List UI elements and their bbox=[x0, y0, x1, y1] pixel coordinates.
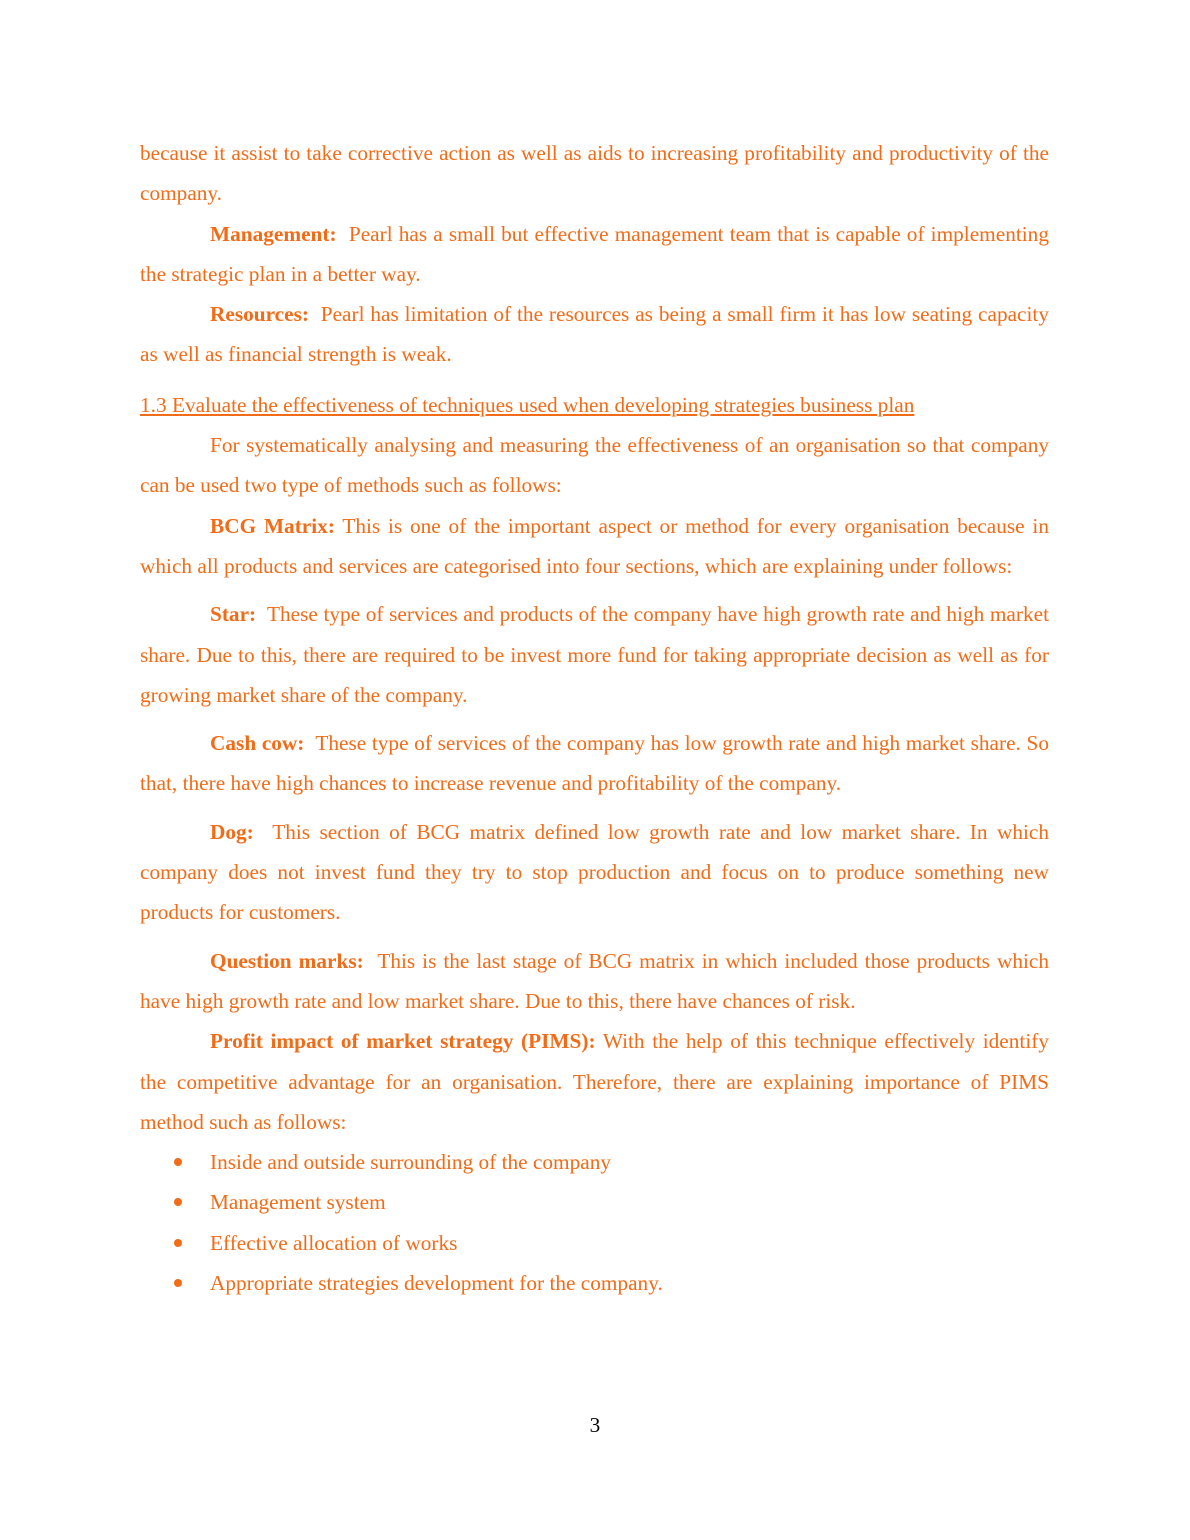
dog-text: This section of BCG matrix defined low growth rate and low market share. In which company does not invest fund they try to stop production and focus on to produce something new products for customers. bbox=[140, 819, 1049, 925]
paragraph-question-marks bbox=[140, 941, 1049, 1022]
bullet-icon bbox=[174, 1158, 182, 1166]
bullet-icon bbox=[174, 1198, 182, 1206]
section-heading: 1.3 Evaluate the effectiveness of techniques used when developing strategies business plan bbox=[140, 392, 915, 417]
paragraph-star bbox=[140, 594, 1049, 715]
question-text: This is the last stage of BCG matrix in which included those products which have high growth rate and low market share. Due to this, there have chances of risk. bbox=[140, 948, 1050, 1013]
bullet-icon bbox=[174, 1239, 182, 1247]
dog-label: Dog: bbox=[210, 819, 254, 844]
paragraph-cash-cow bbox=[140, 723, 1049, 804]
pims-label: Profit impact of market strategy (PIMS): bbox=[210, 1029, 596, 1054]
pims-text: With the help of this technique effectively identify the competitive advantage for an organisation. Therefore, there are explaining importance of PIMS method such as follows: bbox=[140, 1029, 1049, 1134]
paragraph-intro-continued: because it assist to take corrective action as well as aids to increasing profitability and productivity of the company. bbox=[140, 141, 1049, 206]
list-item-text: Effective allocation of works bbox=[210, 1230, 458, 1255]
bullet-icon bbox=[174, 1279, 182, 1287]
list-item-text: Appropriate strategies development for the company. bbox=[210, 1271, 663, 1296]
paragraph-dog bbox=[140, 812, 1049, 933]
bcg-label: BCG Matrix: bbox=[210, 513, 335, 538]
paragraph-management bbox=[140, 214, 1049, 295]
paragraph-pims bbox=[140, 1021, 1049, 1142]
page-number: 3 bbox=[589, 1413, 601, 1437]
paragraph-bcg-matrix bbox=[140, 506, 1049, 587]
pims-bullet-list bbox=[140, 1142, 1049, 1303]
management-label: Management: bbox=[210, 221, 337, 246]
cashcow-text: These type of services of the company has low growth rate and high market share. So that, there have high chances to increase revenue and profitability of the company. bbox=[140, 731, 1050, 796]
list-item bbox=[140, 1182, 1049, 1222]
paragraph-resources bbox=[140, 294, 1049, 375]
list-item bbox=[140, 1223, 1049, 1263]
page-body bbox=[140, 133, 1049, 1303]
resources-text: Pearl has limitation of the resources as being a small firm it has low seating capacity as well as financial strength is weak. bbox=[140, 302, 1049, 367]
bcg-text: This is one of the important aspect or method for every organisation because in which all products and services are categorised into four sections, which are explaining under follows: bbox=[140, 513, 1049, 578]
list-item bbox=[140, 1142, 1049, 1182]
question-label: Question marks: bbox=[210, 948, 364, 973]
star-text: These type of services and products of the company have high growth rate and high market share. Due to this, there are required to be invest more fund for taking appropriate decision as well as for growing market share of the company. bbox=[140, 602, 1049, 707]
star-label: Star: bbox=[210, 602, 257, 627]
cashcow-label: Cash cow: bbox=[210, 731, 305, 756]
list-item bbox=[140, 1263, 1049, 1303]
paragraph-methods-intro: For systematically analysing and measuring the effectiveness of an organisation so that company can be used two type of methods such as follows: bbox=[140, 433, 1049, 498]
management-text: Pearl has a small but effective management team that is capable of implementing the strategic plan in a better way. bbox=[140, 221, 1049, 286]
list-item-text: Management system bbox=[210, 1190, 386, 1215]
resources-label: Resources: bbox=[210, 302, 309, 327]
list-item-text: Inside and outside surrounding of the company bbox=[210, 1150, 612, 1175]
